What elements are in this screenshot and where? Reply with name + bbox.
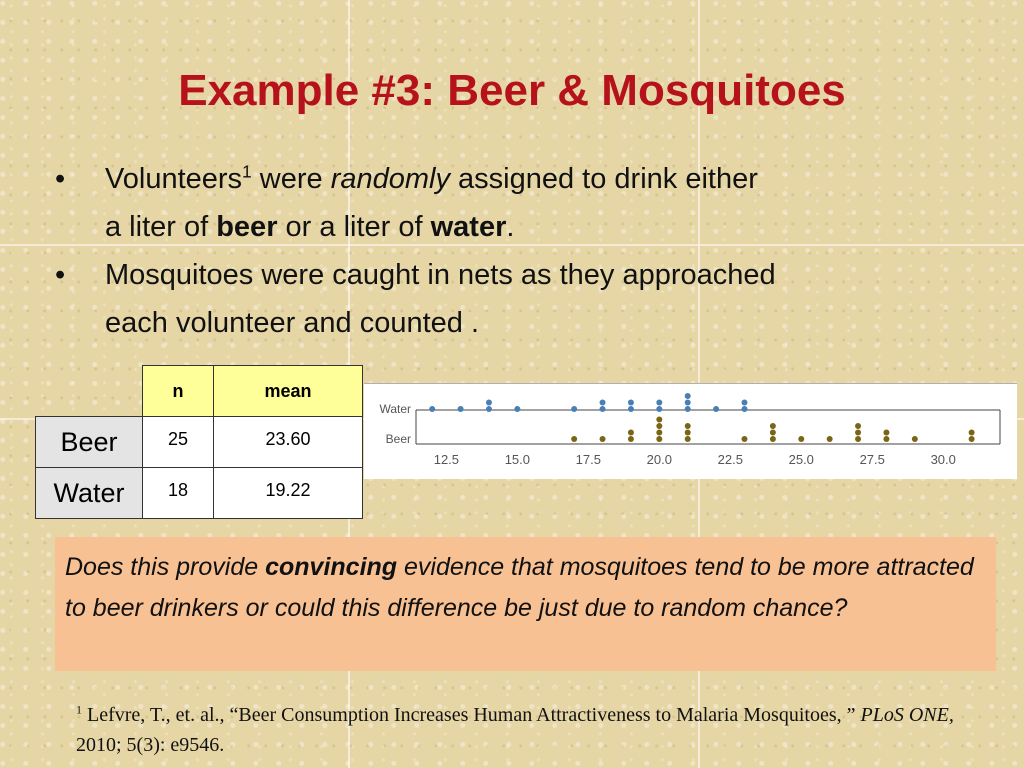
data-point-water: [656, 400, 662, 406]
data-point-beer: [571, 436, 577, 442]
table-corner: [36, 366, 143, 417]
data-point-beer: [685, 423, 691, 429]
data-point-water: [486, 400, 492, 406]
data-point-beer: [827, 436, 833, 442]
data-point-water: [600, 406, 606, 412]
data-point-beer: [855, 423, 861, 429]
x-tick-label: 20.0: [646, 452, 672, 467]
data-point-water: [600, 400, 606, 406]
data-point-water: [656, 406, 662, 412]
table-row: [36, 468, 363, 519]
data-point-beer: [600, 436, 606, 442]
x-tick-label: 22.5: [717, 452, 743, 467]
data-point-water: [713, 406, 719, 412]
data-point-beer: [656, 430, 662, 436]
row-label-water: Water: [36, 468, 143, 519]
dot-plot: [364, 383, 1017, 479]
bullet-1-italic: randomly: [330, 163, 450, 195]
table-row: [36, 417, 363, 468]
dot-plot-panel: [364, 383, 1017, 479]
data-point-beer: [770, 436, 776, 442]
footnote-text-b: 2010; 5(3): e9546.: [76, 734, 225, 756]
data-point-beer: [656, 436, 662, 442]
summary-table: [35, 365, 363, 519]
bullet-1-text-c: assigned to drink either: [449, 163, 758, 195]
x-tick-label: 15.0: [504, 452, 531, 467]
data-point-water: [514, 406, 520, 412]
data-point-beer: [628, 436, 634, 442]
data-point-beer: [770, 423, 776, 429]
bullet-1-line-2: [105, 203, 975, 251]
data-point-water: [685, 406, 691, 412]
data-point-water: [685, 400, 691, 406]
cell-beer-n: 25: [143, 417, 214, 468]
data-point-beer: [685, 430, 691, 436]
bullet-item-2: [55, 251, 975, 347]
data-point-beer: [770, 430, 776, 436]
data-point-water: [571, 406, 577, 412]
data-point-beer: [969, 430, 975, 436]
row-label-water: Water: [379, 402, 411, 416]
footnote-ref: 1: [242, 161, 252, 182]
bullet-1-bold-water: water: [430, 211, 507, 243]
x-tick-label: 25.0: [788, 452, 814, 467]
bullet-list: [55, 155, 975, 347]
data-point-beer: [656, 423, 662, 429]
column-header-mean: mean: [214, 366, 363, 417]
cell-water-n: 18: [143, 468, 214, 519]
bullet-2-line-1: Mosquitoes were caught in nets as they approached: [105, 259, 776, 291]
data-point-water: [486, 406, 492, 412]
data-point-beer: [969, 436, 975, 442]
footnote-journal: PLoS ONE,: [860, 704, 954, 726]
data-point-water: [741, 400, 747, 406]
bullet-1-text-b: were: [251, 163, 331, 195]
bullet-1-text-f: .: [506, 211, 515, 243]
data-point-beer: [883, 430, 889, 436]
data-point-water: [458, 406, 464, 412]
footnote-marker: 1: [76, 702, 82, 717]
bullet-1-text-a: Volunteers: [105, 163, 243, 195]
bullet-1-line-1: [105, 155, 975, 203]
bullet-1-bold-beer: beer: [216, 211, 278, 243]
row-label-beer: Beer: [36, 417, 143, 468]
data-point-water: [628, 406, 634, 412]
x-tick-label: 27.5: [859, 452, 885, 467]
data-point-beer: [685, 436, 691, 442]
citation-footnote: [76, 700, 996, 760]
data-point-beer: [855, 436, 861, 442]
cell-beer-mean: 23.60: [214, 417, 363, 468]
data-point-beer: [798, 436, 804, 442]
bullet-dot-icon: •: [55, 259, 66, 291]
bullet-2-line-2: each volunteer and counted .: [105, 307, 480, 339]
column-header-n: n: [143, 366, 214, 417]
question-box: [55, 537, 996, 671]
slide-title: Example #3: Beer & Mosquitoes: [178, 66, 846, 115]
data-point-beer: [741, 436, 747, 442]
data-point-water: [741, 406, 747, 412]
bullet-dot-icon: •: [55, 163, 66, 195]
data-point-beer: [656, 417, 662, 423]
question-bold: convincing: [265, 553, 398, 581]
question-text-b: evidence that mosquitoes tend to be more attracted to beer drinkers or could this difference be just due to random chance?: [65, 553, 974, 622]
data-point-beer: [883, 436, 889, 442]
row-label-beer: Beer: [385, 432, 411, 446]
bullet-1-text-d: a liter of: [105, 211, 217, 243]
cell-water-mean: 19.22: [214, 468, 363, 519]
table-header-row: [36, 366, 363, 417]
data-point-water: [429, 406, 435, 412]
bullet-item-1: [55, 155, 975, 251]
footnote-text-a: Lefvre, T., et. al., “Beer Consumption Increases Human Attractiveness to Malaria Mosquitoes, ”: [82, 704, 861, 726]
data-point-beer: [912, 436, 918, 442]
data-point-water: [685, 393, 691, 399]
question-text-a: Does this provide: [65, 553, 266, 581]
x-tick-label: 17.5: [575, 452, 601, 467]
data-point-beer: [628, 430, 634, 436]
data-point-beer: [855, 430, 861, 436]
bullet-1-text-e: or a liter of: [277, 211, 431, 243]
data-point-water: [628, 400, 634, 406]
x-tick-label: 30.0: [930, 452, 956, 467]
x-tick-label: 12.5: [433, 452, 460, 467]
